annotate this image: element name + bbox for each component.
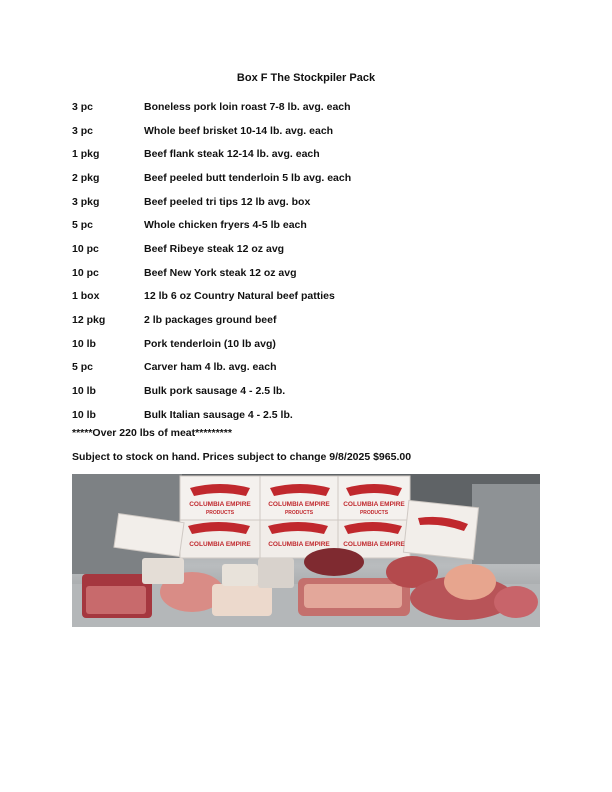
item-description: 12 lb 6 oz Country Natural beef patties [144,290,335,303]
box-brand-label: COLUMBIA EMPIRE [343,501,405,508]
list-item [72,285,552,309]
price-note: Subject to stock on hand. Prices subject to change 9/8/2025 $965.00 [72,451,412,463]
item-description: Beef peeled tri tips 12 lb avg. box [144,195,311,208]
item-description: Bulk Italian sausage 4 - 2.5 lb. [144,408,293,421]
item-description: Pork tenderloin (10 lb avg) [144,337,276,350]
item-description: Beef New York steak 12 oz avg [144,266,297,279]
item-quantity: 3 pkg [72,195,100,208]
box-brand-label: COLUMBIA EMPIRE [343,541,405,548]
item-description: Boneless pork loin roast 7-8 lb. avg. each [144,100,351,113]
list-item [72,379,552,403]
list-item [72,166,552,190]
item-description: Whole chicken fryers 4-5 lb each [144,219,307,232]
list-item [72,308,552,332]
item-description: Beef Ribeye steak 12 oz avg [144,242,285,255]
box-brand-label: COLUMBIA EMPIRE [268,541,330,548]
list-item [72,142,552,166]
box-sub-label: PRODUCTS [284,510,314,516]
list-item [72,213,552,237]
list-item [72,403,552,427]
item-description: Bulk pork sausage 4 - 2.5 lb. [144,385,286,398]
box-brand-label: COLUMBIA EMPIRE [189,501,251,508]
item-quantity: 1 pkg [72,148,100,161]
list-item [72,95,552,119]
item-quantity: 10 lb [72,408,96,421]
meat-total-note: *****Over 220 lbs of meat********* [72,427,232,439]
box-sub-label: PRODUCTS [205,510,235,516]
item-quantity: 10 pc [72,266,99,279]
item-quantity: 10 lb [72,337,96,350]
item-description: Beef flank steak 12-14 lb. avg. each [144,148,320,161]
list-item [72,119,552,143]
list-item [72,261,552,285]
box-brand-label: COLUMBIA EMPIRE [189,541,251,548]
item-quantity: 12 pkg [72,314,106,327]
item-list [72,95,552,427]
item-quantity: 2 pkg [72,171,100,184]
box-brand-label: COLUMBIA EMPIRE [268,501,330,508]
item-description: Beef peeled butt tenderloin 5 lb avg. each [144,171,352,184]
meat-photo-illustration [72,474,540,627]
item-quantity: 10 lb [72,385,96,398]
item-quantity: 3 pc [72,124,94,137]
item-description: 2 lb packages ground beef [144,314,277,327]
list-item [72,332,552,356]
item-description: Whole beef brisket 10-14 lb. avg. each [144,124,334,137]
page-title: Box F The Stockpiler Pack [236,72,376,84]
item-quantity: 10 pc [72,242,99,255]
item-quantity: 3 pc [72,100,94,113]
item-description: Carver ham 4 lb. avg. each [144,361,277,374]
item-quantity: 1 box [72,290,100,303]
box-sub-label: PRODUCTS [359,510,389,516]
item-quantity: 5 pc [72,219,94,232]
list-item [72,237,552,261]
item-quantity: 5 pc [72,361,94,374]
list-item [72,356,552,380]
meat-boxes-photo [72,474,540,627]
list-item [72,190,552,214]
